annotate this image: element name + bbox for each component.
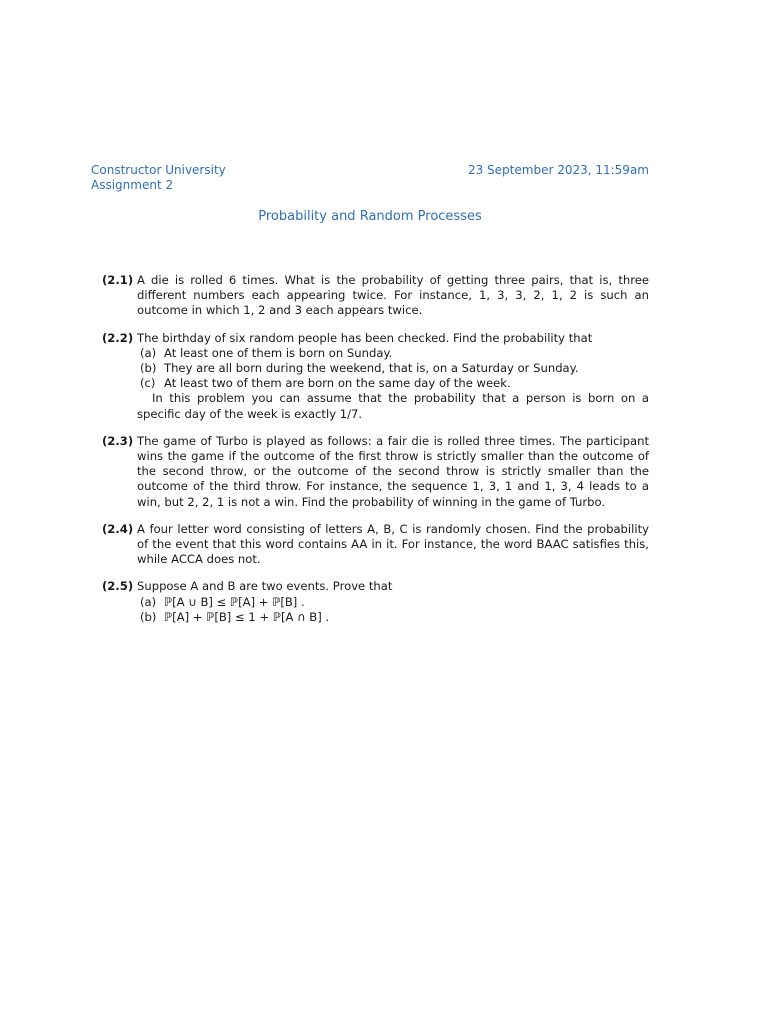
subitem-label: (a) — [140, 345, 157, 360]
subitem-list — [137, 346, 649, 392]
subitem-label: (c) — [140, 376, 156, 391]
problem-note: In this problem you can assume that the probability that a person is born on a specific day of the week is exactly 1/7. — [137, 391, 649, 421]
problem-number: (2.3) — [102, 433, 134, 448]
subitem-text: At least one of them is born on Sunday. — [164, 345, 393, 360]
problem-text: A four letter word consisting of letters A, B, C is randomly chosen. Find the probability of the event that this word contains AA in it. For instance, the word BAAC satisfies this, while ACCA does not. — [137, 521, 649, 567]
header-left — [91, 163, 226, 193]
subitem-label: (b) — [140, 609, 157, 624]
subitem-formula: ℙ[A ∪ B] ≤ ℙ[A] + ℙ[B] . — [164, 594, 305, 609]
problem-2-1 — [102, 273, 649, 319]
subitem-label: (a) — [140, 594, 157, 609]
problem-intro: Suppose A and B are two events. Prove that — [137, 579, 393, 594]
problem-number: (2.1) — [102, 273, 134, 287]
problem-text: A die is rolled 6 times. What is the probability of getting three pairs, that is, three different numbers each appearing twice. For instance, 1, 3, 3, 2, 1, 2 is such an outcome in which 1, 2 and 3 each appears twice. — [137, 273, 649, 318]
subitem-c — [137, 376, 649, 391]
problem-text: The game of Turbo is played as follows: a fair die is rolled three times. The participant wins the game if the outcome of the first throw is strictly smaller than the outcome of the second throw, or the outcome of the second throw is strictly smaller than the outcome of the third throw. For instance, the sequence 1, 3, 1 and 1, 3, 4 leads to a win, but 2, 2, 1 is not a win. Find the probability of winning in the game of Turbo. — [137, 433, 649, 509]
subitem-b — [137, 361, 649, 376]
problem-body — [137, 579, 649, 625]
due-date: 23 September 2023, 11:59am — [467, 163, 649, 177]
problem-2-4 — [102, 522, 649, 568]
problem-2-5 — [102, 579, 649, 625]
course-title: Probability and Random Processes — [258, 209, 482, 224]
subitem-label: (b) — [140, 361, 157, 376]
subitem-list — [137, 595, 649, 625]
subitem-a — [137, 595, 649, 610]
problem-list — [102, 273, 649, 637]
subitem-text: They are all born during the weekend, that is, on a Saturday or Sunday. — [164, 361, 579, 376]
problem-body — [137, 331, 649, 422]
problem-number: (2.5) — [102, 579, 134, 594]
problem-intro: The birthday of six random people has been checked. Find the probability that — [137, 330, 593, 345]
problem-2-2 — [102, 331, 649, 422]
assignment-label: Assignment 2 — [91, 178, 174, 192]
subitem-b — [137, 610, 649, 625]
institution-name: Constructor University — [91, 163, 226, 177]
problem-2-3 — [102, 434, 649, 510]
subitem-formula: ℙ[A] + ℙ[B] ≤ 1 + ℙ[A ∩ B] . — [164, 609, 330, 624]
problem-number: (2.2) — [102, 330, 134, 345]
subitem-text: At least two of them are born on the same day of the week. — [164, 376, 511, 391]
subitem-a — [137, 346, 649, 361]
problem-number: (2.4) — [102, 521, 134, 536]
